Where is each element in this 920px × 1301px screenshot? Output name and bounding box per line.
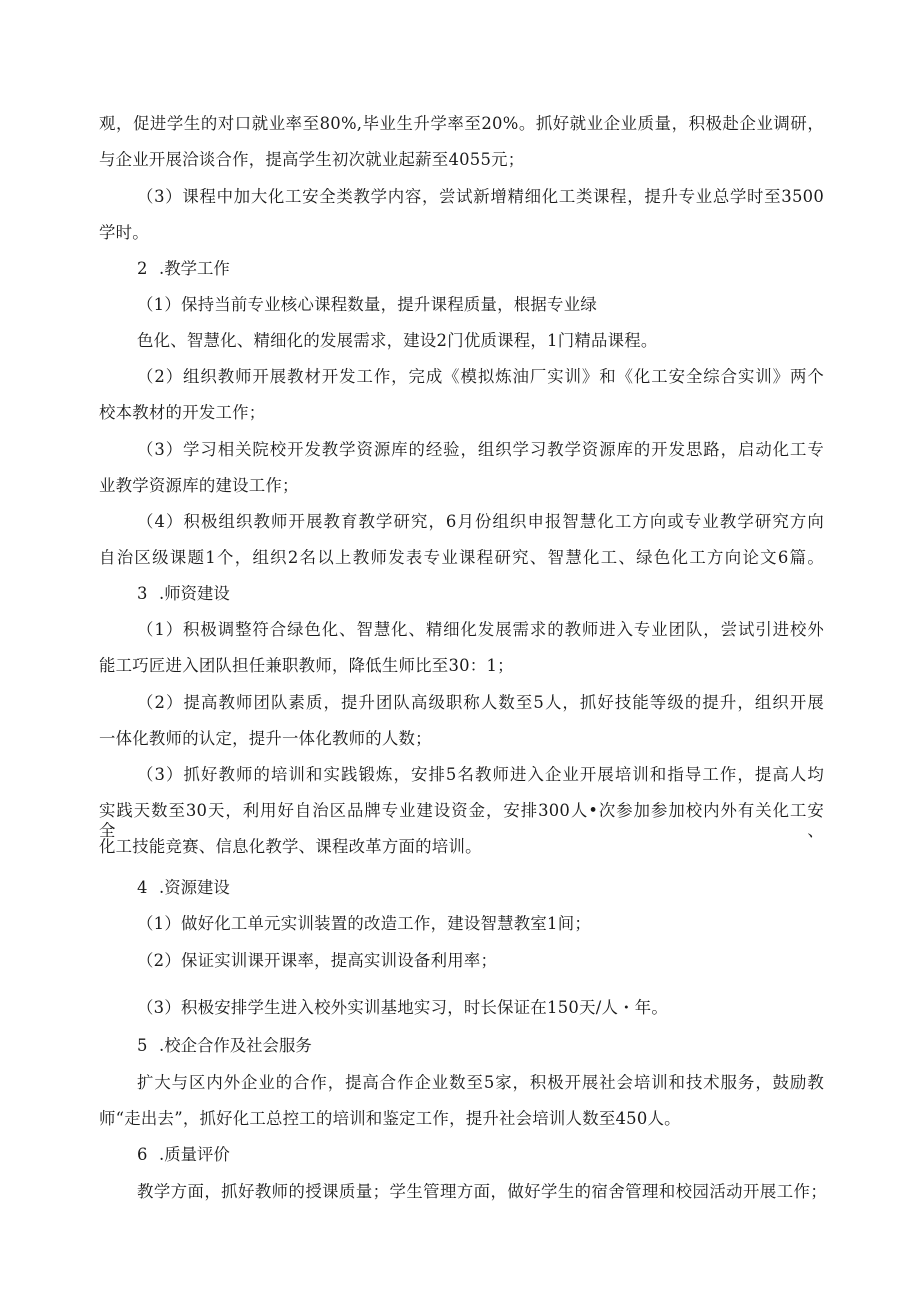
- paragraph-line: 实践天数至30天，利用好自治区品牌专业建设资金，安排300人•次参加参加校内外有关化工安全、: [99, 801, 824, 840]
- section-number: 3: [137, 584, 148, 603]
- paragraph-line: （2）组织教师开展教材开发工作，完成《模拟炼油厂实训》和《化工安全综合实训》两个: [137, 367, 824, 386]
- paragraph-line: 教学方面，抓好教师的授课质量；学生管理方面，做好学生的宿舍管理和校园活动开展工作；: [137, 1182, 827, 1201]
- paragraph-line: 学时。: [99, 223, 149, 242]
- paragraph-line: 色化、智慧化、精细化的发展需求，建设2门优质课程，1门精品课程。: [137, 331, 658, 350]
- paragraph-line: （3）抓好教师的培训和实践锻炼，安排5名教师进入企业开展培训和指导工作，提高人均: [137, 765, 824, 784]
- paragraph-line: 校本教材的开发工作；: [99, 403, 266, 422]
- paragraph-line: （3）积极安排学生进入校外实训基地实习，时长保证在150天/人・年。: [137, 998, 669, 1017]
- section-number: 4: [137, 878, 148, 897]
- paragraph-line: （1）积极调整符合绿色化、智慧化、精细化发展需求的教师进入专业团队，尝试引进校外: [137, 620, 824, 639]
- section-heading-resources: [137, 878, 230, 898]
- paragraph-line: 化工技能竞赛、信息化教学、课程改革方面的培训。: [99, 837, 482, 856]
- paragraph-line: （3）课程中加大化工安全类教学内容，尝试新增精细化工类课程，提升专业总学时至3500: [137, 187, 824, 206]
- paragraph-line: （1）保持当前专业核心课程数量，提升课程质量，根据专业绿: [137, 295, 597, 314]
- paragraph-line: 能工巧匠进入团队担任兼职教师，降低生师比至30：1；: [99, 656, 514, 675]
- section-heading-cooperation: [137, 1036, 312, 1056]
- paragraph-line: 与企业开展洽谈合作，提高学生初次就业起薪至4055元；: [99, 150, 525, 169]
- paragraph-line: （2）提高教师团队素质，提升团队高级职称人数至5人，抓好技能等级的提升，组织开展: [137, 693, 824, 712]
- section-title: .资源建设: [159, 878, 230, 897]
- paragraph-line: 观，促进学生的对口就业率至80%,毕业生升学率至20%。抓好就业企业质量，积极赴企业调研，: [99, 114, 824, 133]
- section-heading-faculty: [137, 584, 230, 604]
- section-title: .师资建设: [159, 584, 230, 603]
- section-heading-teaching: [137, 259, 230, 279]
- section-title: .质量评价: [159, 1145, 230, 1164]
- paragraph-line: 自治区级课题1个，组织2名以上教师发表专业课程研究、智慧化工、绿色化工方向论文6篇。: [99, 548, 824, 567]
- section-heading-quality: [137, 1145, 230, 1165]
- paragraph-line: 业教学资源库的建设工作；: [99, 476, 299, 495]
- paragraph-line: （2）保证实训课开课率，提高实训设备利用率；: [137, 951, 498, 970]
- paragraph-line: （4）积极组织教师开展教育教学研究，6月份组织申报智慧化工方向或专业教学研究方向: [137, 512, 824, 531]
- paragraph-line: 扩大与区内外企业的合作，提高合作企业数至5家，积极开展社会培训和技术服务，鼓励教: [137, 1073, 824, 1092]
- paragraph-line: 师“走出去”，抓好化工总控工的培训和鉴定工作，提升社会培训人数至450人。: [99, 1109, 681, 1128]
- section-number: 2: [137, 259, 148, 278]
- section-number: 5: [137, 1036, 148, 1055]
- paragraph-line: 一体化教师的认定，提升一体化教师的人数；: [99, 729, 432, 748]
- section-title: .教学工作: [159, 259, 230, 278]
- paragraph-line: （1）做好化工单元实训装置的改造工作，建设智慧教室1间；: [137, 914, 592, 933]
- section-number: 6: [137, 1145, 148, 1164]
- paragraph-line: （3）学习相关院校开发教学资源库的经验，组织学习教学资源库的开发思路，启动化工专: [137, 440, 824, 459]
- section-title: .校企合作及社会服务: [159, 1036, 312, 1055]
